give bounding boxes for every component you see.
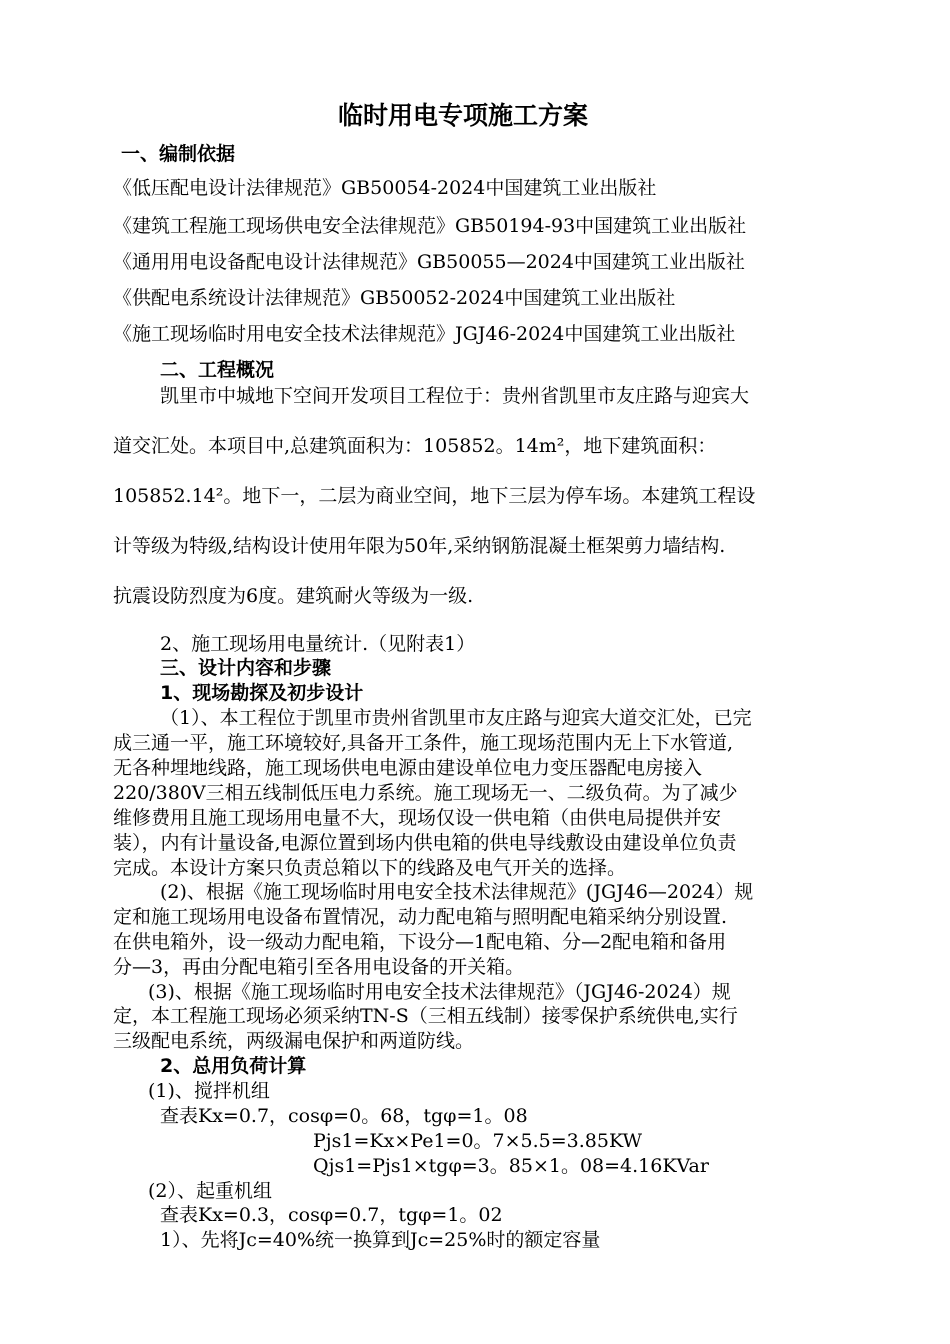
calc-line: (1)、搅拌机组	[148, 1080, 270, 1102]
overview-line: 凯里市中城地下空间开发项目工程位于：贵州省凯里市友庄路与迎宾大	[160, 385, 750, 407]
paragraph-line: 装），内有计量设备,电源位置到场内供电箱的供电导线敷设由建设单位负责	[113, 832, 737, 854]
calc-line: (2）、起重机组	[148, 1180, 273, 1202]
paragraph-line: 成三通一平，施工环境较好,具备开工条件，施工现场范围内无上下水管道,	[113, 732, 734, 754]
paragraph-line: 完成。本设计方案只负责总箱以下的线路及电气开关的选择。	[113, 857, 627, 879]
paragraph-line: （1）、本工程位于凯里市贵州省凯里市友庄路与迎宾大道交汇处，已完	[160, 707, 752, 729]
reference-item: 《施工现场临时用电安全技术法律规范》JGJ46-2024中国建筑工业出版社	[113, 323, 736, 345]
calc-line: Qjs1=Pjs1×tgφ=3。85×1。08=4.16KVar	[313, 1155, 709, 1177]
calc-line: 1）、先将Jc=40%统一换算到Jc=25%时的额定容量	[160, 1229, 601, 1251]
paragraph-line: (2)、根据《施工现场临时用电安全技术法律规范》(JGJ46—2024）规	[160, 881, 754, 903]
reference-item: 《通用用电设备配电设计法律规范》GB50055—2024中国建筑工业出版社	[113, 251, 745, 273]
paragraph-line: 三级配电系统，两级漏电保护和两道防线。	[113, 1030, 475, 1052]
overview-line: 道交汇处。本项目中,总建筑面积为：105852。14m²，地下建筑面积：	[113, 435, 717, 457]
paragraph-line: 维修费用且施工现场用电量不大，现场仅设一供电箱（由供电局提供并安	[113, 807, 722, 829]
reference-item: 《建筑工程施工现场供电安全法律规范》GB50194-93中国建筑工业出版社	[113, 215, 747, 237]
section-heading-basis: 一、编制依据	[121, 143, 236, 165]
section-heading-overview: 二、工程概况	[160, 359, 275, 381]
paragraph-line: 分—3，再由分配电箱引至各用电设备的开关箱。	[113, 956, 525, 978]
paragraph-line: (3)、根据《施工现场临时用电安全技术法律规范》（JGJ46-2024）规	[148, 981, 731, 1003]
subsection-heading-load: 2、总用负荷计算	[160, 1055, 307, 1077]
calc-line: 查表Kx=0.3，cosφ=0.7，tgφ=1。02	[160, 1204, 503, 1226]
paragraph-line: 220/380V三相五线制低压电力系统。施工现场无一、二级负荷。为了减少	[113, 782, 738, 804]
subsection-heading-survey: 1、现场勘探及初步设计	[160, 682, 364, 704]
paragraph-line: 定和施工现场用电设备布置情况，动力配电箱与照明配电箱采纳分别设置.	[113, 906, 728, 928]
calc-line: 查表Kx=0.7，cosφ=0。68，tgφ=1。08	[160, 1105, 528, 1127]
overview-line: 105852.14²。地下一，二层为商业空间，地下三层为停车场。本建筑工程设	[113, 485, 756, 507]
reference-item: 《低压配电设计法律规范》GB50054-2024中国建筑工业出版社	[113, 177, 657, 199]
overview-line: 计等级为特级,结构设计使用年限为50年,采纳钢筋混凝土框架剪力墙结构.	[113, 535, 726, 557]
paragraph-line: 无各种埋地线路，施工现场供电电源由建设单位电力变压器配电房接入	[113, 757, 703, 779]
power-statistics-line: 2、施工现场用电量统计.（见附表1）	[160, 633, 476, 655]
reference-item: 《供配电系统设计法律规范》GB50052-2024中国建筑工业出版社	[113, 287, 676, 309]
paragraph-line: 定，本工程施工现场必须采纳TN-S（三相五线制）接零保护系统供电,实行	[113, 1005, 738, 1027]
calc-line: Pjs1=Kx×Pe1=0。7×5.5=3.85KW	[313, 1130, 643, 1152]
overview-line: 抗震设防烈度为6度。建筑耐火等级为一级.	[113, 585, 474, 607]
document-title: 临时用电专项施工方案	[338, 101, 589, 130]
section-heading-design: 三、设计内容和步骤	[160, 657, 332, 679]
paragraph-line: 在供电箱外，设一级动力配电箱，下设分—1配电箱、分—2配电箱和备用	[113, 931, 727, 953]
